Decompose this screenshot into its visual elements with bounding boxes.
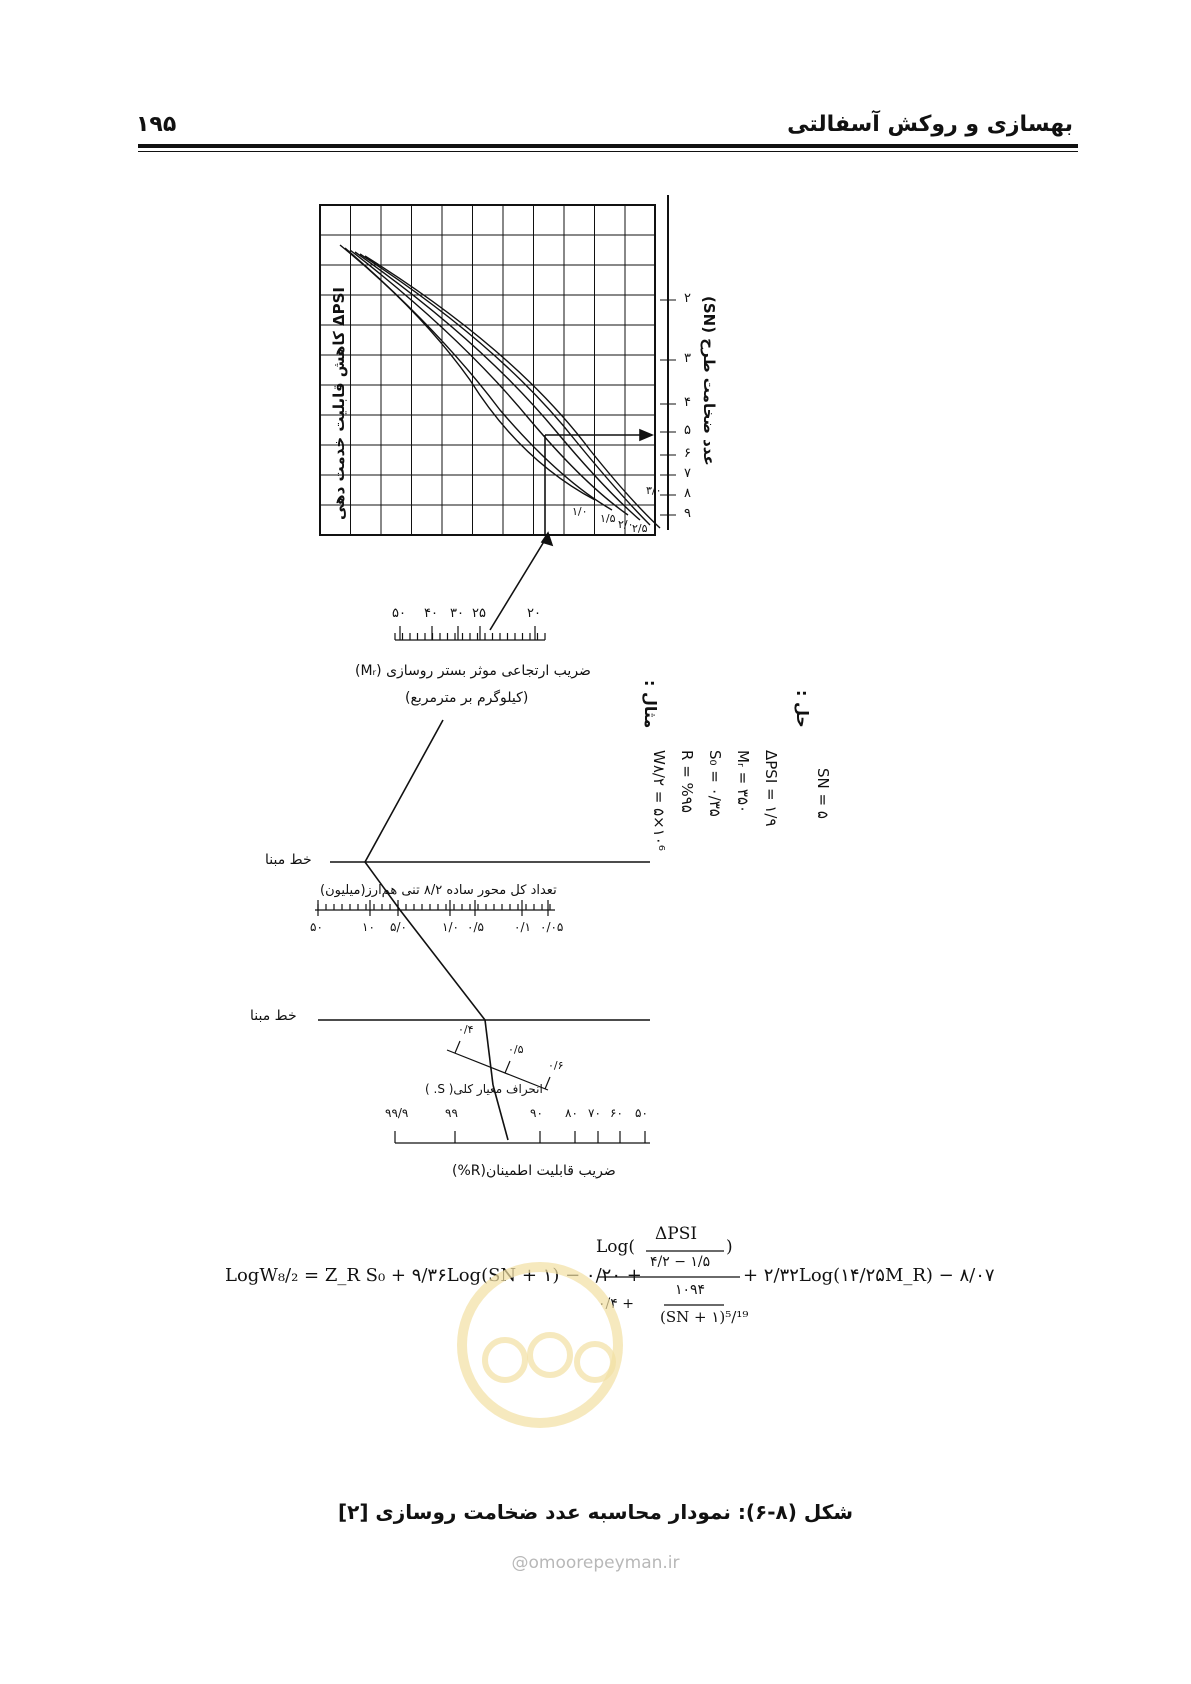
reliability-tick-label: ۷۰ xyxy=(588,1106,601,1120)
sn-axis-label: عدد ضخامت طرح (SN) xyxy=(700,296,718,466)
std-dev-tick xyxy=(505,1061,510,1073)
traffic-tick-label: ۰/۱ xyxy=(514,920,531,934)
curve-label: ۱/۰ xyxy=(572,505,588,518)
example-line: S₀ = ۰/۳۵ xyxy=(706,750,724,817)
reliability-tick-label: ۹۰ xyxy=(530,1106,543,1120)
turning-line-1-label: خط مبنا xyxy=(265,852,312,868)
solution-path xyxy=(365,430,652,1140)
curve-label: ۳/۰ xyxy=(646,484,662,497)
equation-den-bottom: (SN + ۱)⁵/¹⁹ xyxy=(660,1308,749,1326)
sn-tick-label: ۵ xyxy=(684,423,691,438)
reliability-tick-label: ۹۹/۹ xyxy=(385,1106,409,1120)
equation-num-top: ΔPSI xyxy=(655,1224,698,1244)
turning-line-2-label: خط مبنا xyxy=(250,1008,297,1024)
std-dev-tick-label: ۰/۴ xyxy=(458,1023,474,1036)
traffic-scale-label: تعداد کل محور ساده ۸/۲ تنی هم‌ارز(میلیون) xyxy=(320,883,557,898)
reliability-scale-label: ضریب قابلیت اطمینان(R%) xyxy=(452,1163,616,1179)
traffic-scale xyxy=(315,900,555,916)
modulus-tick-label: ۵۰ xyxy=(392,606,406,621)
solution-line: SN = ۵ xyxy=(814,768,832,819)
reliability-tick-label: ۸۰ xyxy=(565,1106,578,1120)
example-line: W۸/۲ = ۵×۱۰⁶ xyxy=(650,750,668,851)
curve-label: ۱/۵ xyxy=(600,512,616,525)
example-line: Mᵣ = ۳۵۰ xyxy=(734,750,752,814)
modulus-scale xyxy=(395,626,545,640)
modulus-tick-label: ۲۰ xyxy=(527,606,541,621)
traffic-tick-label: ۱/۰ xyxy=(442,920,459,934)
delta-psi-curves xyxy=(340,245,660,528)
equation-lhs: LogW₈/₂ = Z_R S₀ + ۹/۳۶Log(SN + ۱) − ۰/۲۰ + xyxy=(225,1265,642,1286)
example-line: ΔPSI = ۱/۹ xyxy=(762,750,780,827)
equation-num-close: ) xyxy=(726,1237,733,1257)
sn-tick-label: ۷ xyxy=(684,466,691,481)
solution-title: حل : xyxy=(793,690,812,728)
traffic-tick-label: ۰/۰۵ xyxy=(540,920,564,934)
sn-axis xyxy=(660,195,676,530)
watermark-text: @omoorepeyman.ir xyxy=(511,1553,680,1573)
sn-tick-label: ۳ xyxy=(684,351,691,366)
std-dev-tick-label: ۰/۵ xyxy=(508,1043,524,1056)
traffic-tick-label: ۰/۵ xyxy=(467,920,484,934)
modulus-scale-label: ضریب ارتجاعی موثر بستر روسازی (Mᵣ) xyxy=(355,663,591,679)
sn-tick-label: ۹ xyxy=(684,506,691,521)
std-dev-scale-label: انحراف معیار کلی( S. ) xyxy=(425,1082,543,1096)
equation-den-lead: ۰/۴ + xyxy=(598,1296,634,1312)
equation-num-bottom: ۴/۲ − ۱/۵ xyxy=(650,1254,711,1270)
curve-label: ۲/۵ xyxy=(632,522,648,535)
curve-psi-1 xyxy=(340,245,595,500)
reliability-tick-label: ۶۰ xyxy=(610,1106,623,1120)
example-title: مثال : xyxy=(641,680,660,729)
modulus-tick-label: ۴۰ xyxy=(424,606,438,621)
traffic-tick-label: ۵/۰ xyxy=(390,920,407,934)
curve-psi-4 xyxy=(355,252,640,520)
std-dev-tick-label: ۰/۶ xyxy=(548,1059,564,1072)
running-header-title: بهسازی و روکش آسفالتی xyxy=(787,112,1073,137)
sn-tick-label: ۶ xyxy=(684,446,691,461)
modulus-scale-unit: (کیلوگرم بر مترمربع) xyxy=(405,690,529,706)
std-dev-tick xyxy=(545,1077,550,1089)
std-dev-tick xyxy=(455,1041,460,1053)
curves-label: ΔPSI کاهش قابلیت خدمت دهی xyxy=(330,287,348,520)
traffic-tick-label: ۵۰ xyxy=(310,920,323,934)
modulus-tick-label: ۲۵ xyxy=(472,606,486,621)
curve-psi-2 xyxy=(345,248,612,510)
traffic-tick-label: ۱۰ xyxy=(362,920,375,934)
equation-den-top: ۱۰۹۴ xyxy=(675,1282,706,1298)
sn-tick-label: ۸ xyxy=(684,486,691,501)
sn-tick-label: ۴ xyxy=(684,395,691,410)
reliability-tick-label: ۵۰ xyxy=(635,1106,648,1120)
reliability-scale xyxy=(395,1131,650,1143)
equation-num-log: Log( xyxy=(596,1237,636,1257)
figure-caption: شکل (۸-۶): نمودار محاسبه عدد ضخامت روسازی [۲] xyxy=(337,1500,854,1524)
example-line: R = %۹۵ xyxy=(678,750,696,813)
page-number: ۱۹۵ xyxy=(136,112,177,137)
modulus-tick-label: ۳۰ xyxy=(450,606,464,621)
curve-label: ۲/۰ xyxy=(618,518,634,531)
sn-tick-label: ۲ xyxy=(684,291,691,306)
equation-rhs: + ۲/۳۲Log(۱۴/۲۵M_R) − ۸/۰۷ xyxy=(743,1265,995,1286)
reliability-tick-label: ۹۹ xyxy=(445,1106,458,1120)
